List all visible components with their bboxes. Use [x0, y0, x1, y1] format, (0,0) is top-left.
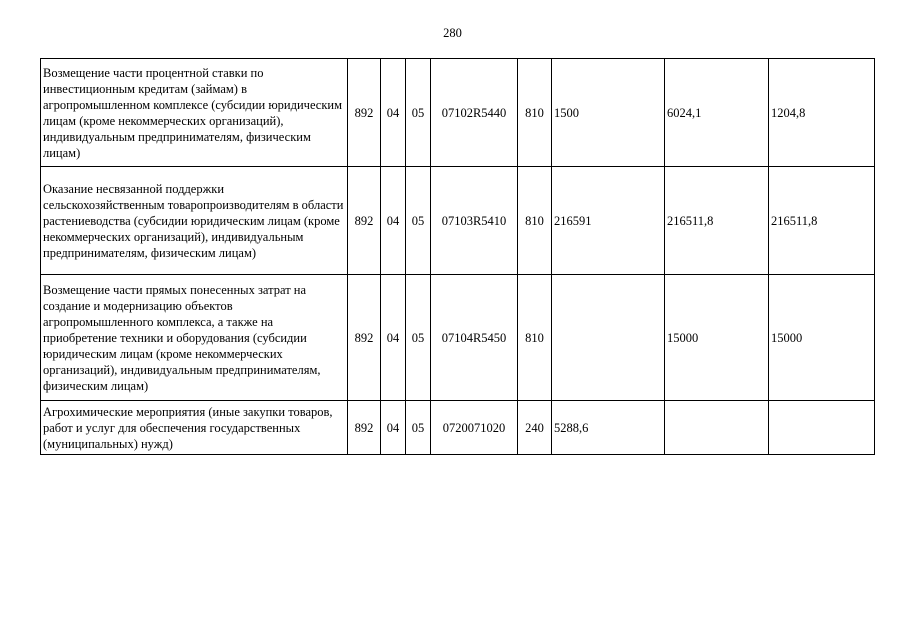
- expense-type-code: 810: [518, 275, 552, 401]
- target-article-code: 07104R5450: [431, 275, 518, 401]
- amount-3: 15000: [769, 275, 875, 401]
- table-row: [41, 275, 875, 401]
- section-code: 04: [381, 167, 406, 275]
- table-row: [41, 401, 875, 455]
- amount-2: 15000: [665, 275, 769, 401]
- amount-2: [665, 401, 769, 455]
- amount-1: 1500: [552, 59, 665, 167]
- amount-1: 5288,6: [552, 401, 665, 455]
- subsection-code: 05: [406, 401, 431, 455]
- row-description: Оказание несвязанной поддержки сельскохозяйственным товаропроизводителям в области растениеводства (субсидии юридическим лицам (кроме некоммерческих организаций), индивидуальным предпринимателям, физическим лицам): [41, 167, 348, 275]
- amount-2: 6024,1: [665, 59, 769, 167]
- amount-3: 216511,8: [769, 167, 875, 275]
- page-number: 280: [443, 26, 462, 40]
- subsection-code: 05: [406, 59, 431, 167]
- table-row: [41, 167, 875, 275]
- target-article-code: 0720071020: [431, 401, 518, 455]
- row-description: Возмещение части процентной ставки по инвестиционным кредитам (займам) в агропромышленном комплексе (субсидии юридическим лицам (кроме некоммерческих организаций), индивидуальным предпринимателям, физическим лицам): [41, 59, 348, 167]
- amount-3: [769, 401, 875, 455]
- ministry-code: 892: [348, 59, 381, 167]
- ministry-code: 892: [348, 401, 381, 455]
- row-description: Агрохимические мероприятия (иные закупки товаров, работ и услуг для обеспечения государственных (муниципальных) нужд): [41, 401, 348, 455]
- section-code: 04: [381, 401, 406, 455]
- subsection-code: 05: [406, 275, 431, 401]
- amount-3: 1204,8: [769, 59, 875, 167]
- amount-2: 216511,8: [665, 167, 769, 275]
- amount-1: 216591: [552, 167, 665, 275]
- section-code: 04: [381, 59, 406, 167]
- amount-1: [552, 275, 665, 401]
- ministry-code: 892: [348, 275, 381, 401]
- expense-type-code: 810: [518, 167, 552, 275]
- row-description: Возмещение части прямых понесенных затрат на создание и модернизацию объектов агропромышленного комплекса, а также на приобретение техники и оборудования (субсидии юридическим лицам (кроме некоммерческих организаций), индивидуальным предпринимателям, физическим лицам): [41, 275, 348, 401]
- table-row: [41, 59, 875, 167]
- expense-type-code: 810: [518, 59, 552, 167]
- section-code: 04: [381, 275, 406, 401]
- budget-table: [40, 58, 875, 455]
- ministry-code: 892: [348, 167, 381, 275]
- subsection-code: 05: [406, 167, 431, 275]
- target-article-code: 07102R5440: [431, 59, 518, 167]
- target-article-code: 07103R5410: [431, 167, 518, 275]
- expense-type-code: 240: [518, 401, 552, 455]
